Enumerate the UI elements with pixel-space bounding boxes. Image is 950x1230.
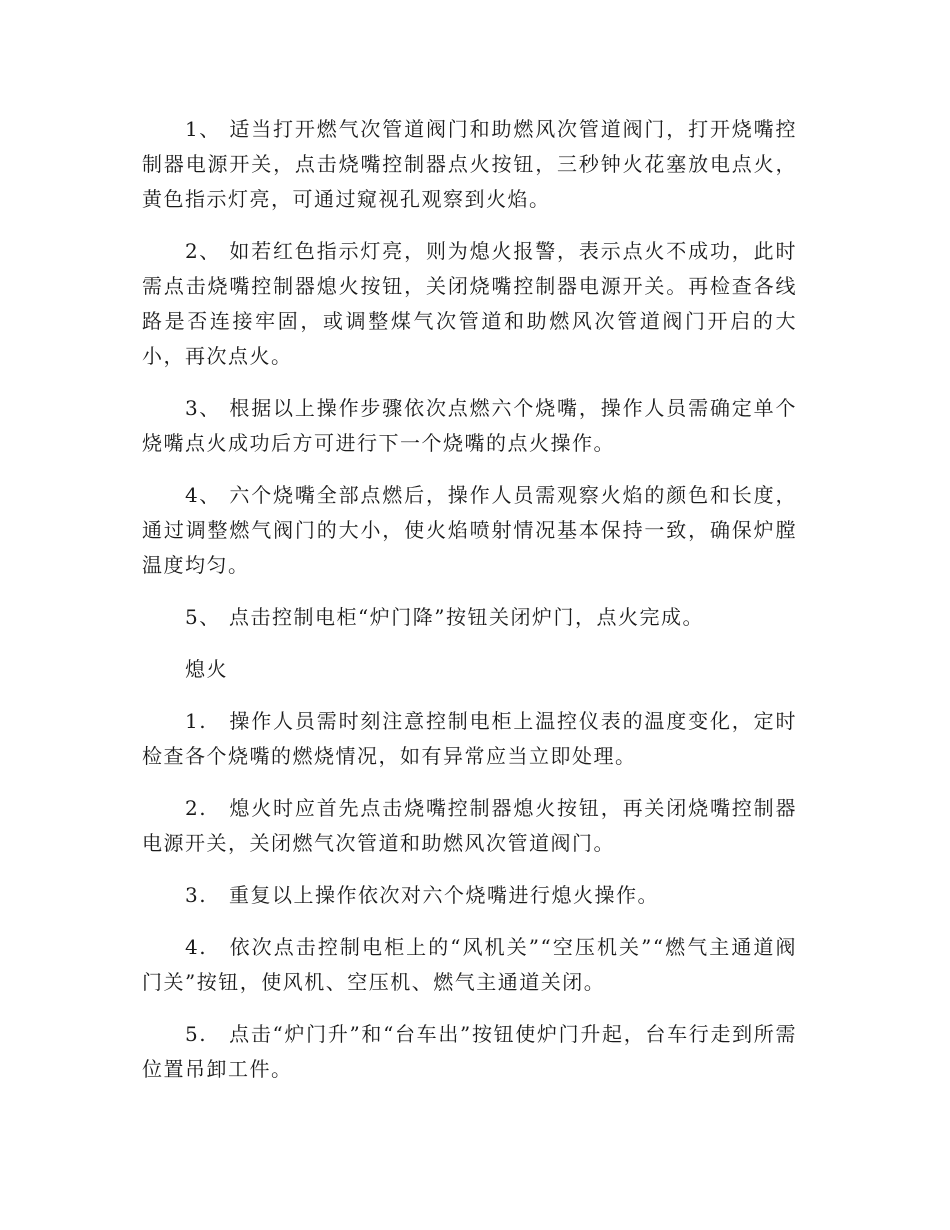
step-3-paragraph: [142, 391, 797, 461]
step-number: 4.: [185, 935, 208, 959]
step-text: 如若红色指示灯亮，则为熄火报警，表示点火不成功，此时需点击烧嘴控制器熄火按钮，关闭烧嘴控制器电源开关。再检查各线路是否连接牢固，或调整煤气次管道和助燃风次管道阀门开启的大小，再次点火。: [142, 239, 797, 368]
step-text: 适当打开燃气次管道阀门和助燃风次管道阀门，打开烧嘴控制器电源开关，点击烧嘴控制器点火按钮，三秒钟火花塞放电点火，黄色指示灯亮，可通过窥视孔观察到火焰。: [142, 117, 797, 211]
step-number: 4、: [185, 483, 221, 507]
step-number: 1.: [185, 709, 208, 733]
step-number: 2、: [185, 239, 221, 263]
step-number: 5.: [185, 1022, 208, 1046]
extinguish-step-3-paragraph: [142, 878, 797, 913]
step-number: 5、: [185, 605, 221, 629]
section-heading-text: 熄火: [185, 657, 228, 681]
step-1-paragraph: [142, 112, 797, 217]
step-number: 3、: [185, 396, 221, 420]
section-heading-extinguish: [142, 652, 797, 687]
step-text: 点击控制电柜“炉门降”按钮关闭炉门，点火完成。: [229, 605, 704, 629]
extinguish-step-5-paragraph: [142, 1017, 797, 1087]
document-body: [142, 112, 797, 1104]
step-4-paragraph: [142, 478, 797, 583]
step-number: 1、: [185, 117, 221, 141]
step-text: 重复以上操作依次对六个烧嘴进行熄火操作。: [229, 883, 659, 907]
step-text: 点击“炉门升”和“台车出”按钮使炉门升起，台车行走到所需位置吊卸工件。: [142, 1022, 797, 1081]
step-text: 熄火时应首先点击烧嘴控制器熄火按钮，再关闭烧嘴控制器电源开关，关闭燃气次管道和助燃风次管道阀门。: [142, 796, 797, 855]
step-text: 根据以上操作步骤依次点燃六个烧嘴，操作人员需确定单个烧嘴点火成功后方可进行下一个烧嘴的点火操作。: [142, 396, 797, 455]
step-text: 依次点击控制电柜上的“风机关”“空压机关”“燃气主通道阀门关”按钮，使风机、空压机、燃气主通道关闭。: [142, 935, 797, 994]
step-number: 3.: [185, 883, 208, 907]
step-number: 2.: [185, 796, 208, 820]
extinguish-step-2-paragraph: [142, 791, 797, 861]
step-text: 六个烧嘴全部点燃后，操作人员需观察火焰的颜色和长度，通过调整燃气阀门的大小，使火焰喷射情况基本保持一致，确保炉膛温度均匀。: [142, 483, 797, 577]
step-text: 操作人员需时刻注意控制电柜上温控仪表的温度变化，定时检查各个烧嘴的燃烧情况，如有异常应当立即处理。: [142, 709, 797, 768]
step-5-paragraph: [142, 600, 797, 635]
step-2-paragraph: [142, 234, 797, 374]
extinguish-step-1-paragraph: [142, 704, 797, 774]
extinguish-step-4-paragraph: [142, 930, 797, 1000]
